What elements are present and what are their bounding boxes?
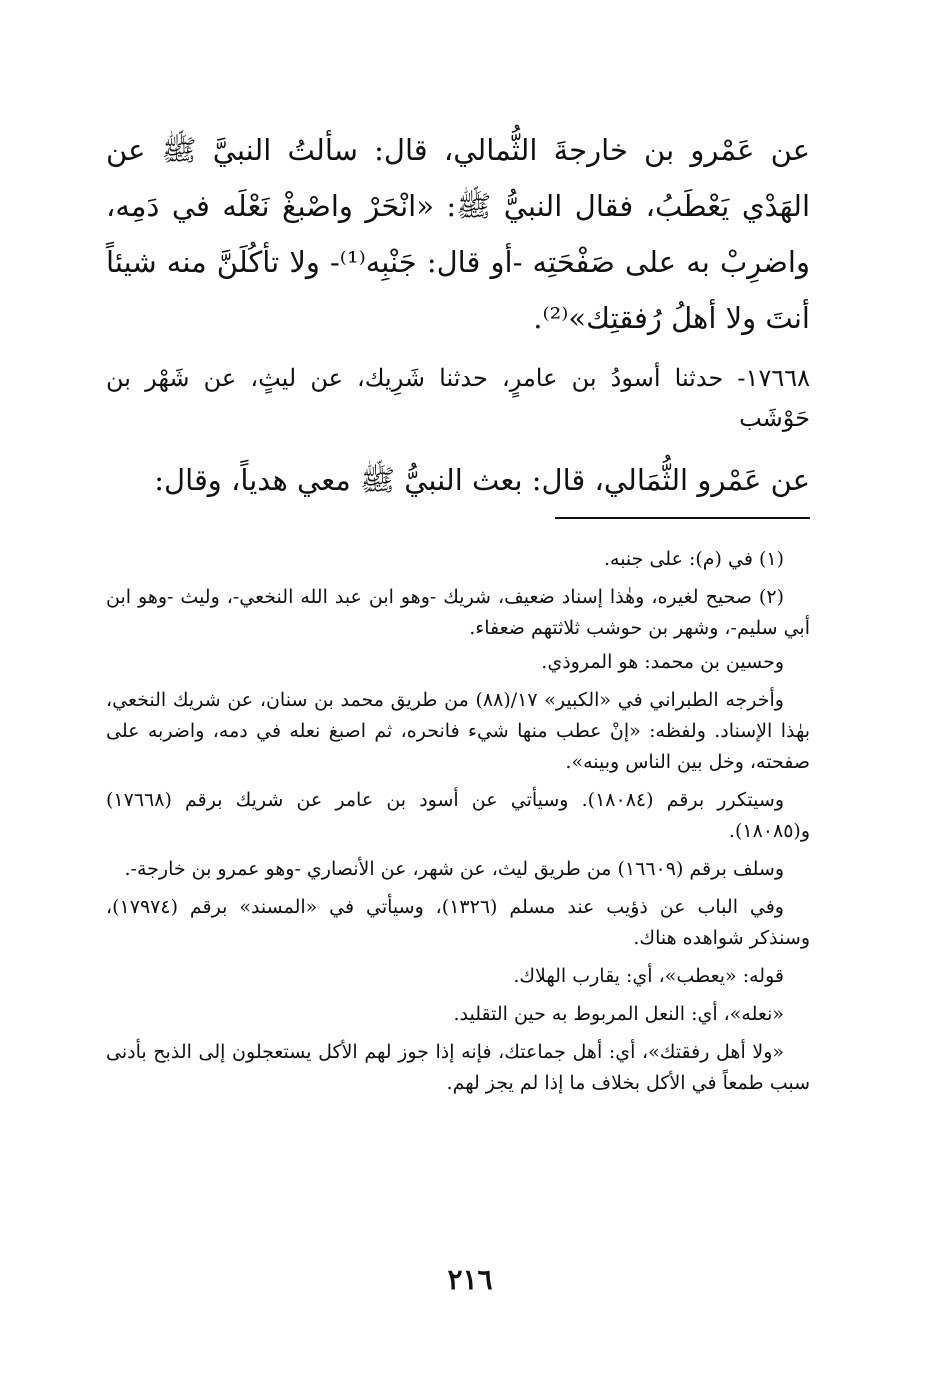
footnote-line: وسلف برقم (١٦٦٠٩) من طريق ليث، عن شهر، عن الأنصاري -وهو عمرو بن خارجة-. — [124, 858, 784, 880]
footnote-line: «ولا أهل رفقتك»، أي: أهل جماعتك، فإنه إذا جوز لهم الأكل يستعجلون إلى الذبح بأدنى سبب طمعاً في الأكل بخلاف ما إذا لم يجز لهم. — [106, 1041, 810, 1094]
footnote-line: «نعله»، أي: النعل المربوط به حين التقليد. — [453, 1003, 784, 1025]
footnote-line: وأخرجه الطبراني في «الكبير» ١٧/(٨٨) من طريق محمد بن سنان، عن شريك النخعي، بهٰذا الإسناد. ولفظه: «إنْ عطب منها شيء فانحره، ثم اصبغ نعله في دمه، واضربه على صفحته، وخل بين الناس وبينه». — [106, 689, 810, 773]
page-number: ٢١٦ — [447, 1263, 493, 1296]
footnote-line: قوله: «يعطب»، أي: يقارب الهلاك. — [513, 965, 784, 987]
footnote-line: وسيتكرر برقم (١٨٠٨٤). وسيأتي عن أسود بن عامر عن شريك برقم (١٧٦٦٨) و(١٨٠٨٥). — [106, 789, 810, 842]
footnotes — [106, 544, 810, 1106]
footnote-divider — [555, 517, 810, 519]
footnote-1: (١) في (م): على جنبه. — [603, 548, 784, 570]
footnote-line: وفي الباب عن ذؤيب عند مسلم (١٣٢٦)، وسيأتي في «المسند» برقم (١٧٩٧٤)، وسنذكر شواهده هناك. — [106, 896, 810, 949]
main-paragraph-1: عن عَمْرو بن خارجةَ الثُّمالي، قال: سألتُ النبيَّ ﷺ عن الهَدْي يَعْطَبُ، فقال النبيُّ ﷺ: «انْحَرْ واصْبغْ نَعْلَه في دَمِه، واضرِبْ به على صَفْحَتِه -أو قال: جَنْبِه⁽¹⁾- ولا تأكُلَنَّ منه شيئاً أنتَ ولا أهلُ رُفقتِك»⁽²⁾. — [106, 133, 810, 335]
main-paragraph-2: عن عَمْرو الثُّمَالي، قال: بعث النبيُّ ﷺ معي هدياً، وقال: — [154, 463, 810, 497]
footnote-2: (٢) صحيح لغيره، وهٰذا إسناد ضعيف، شريك -وهو ابن عبد الله النخعي-، وليث -وهو ابن أبي سليم-، وشهر بن حوشب ثلاثتهم ضعفاء. — [106, 586, 810, 639]
footnote-line: وحسين بن محمد: هو المروذي. — [541, 651, 784, 673]
hadith-chain-17668: ١٧٦٦٨- حدثنا أسودُ بن عامرٍ، حدثنا شَرِيك، عن ليثٍ، عن شَهْر بن حَوْشَب — [106, 364, 810, 432]
